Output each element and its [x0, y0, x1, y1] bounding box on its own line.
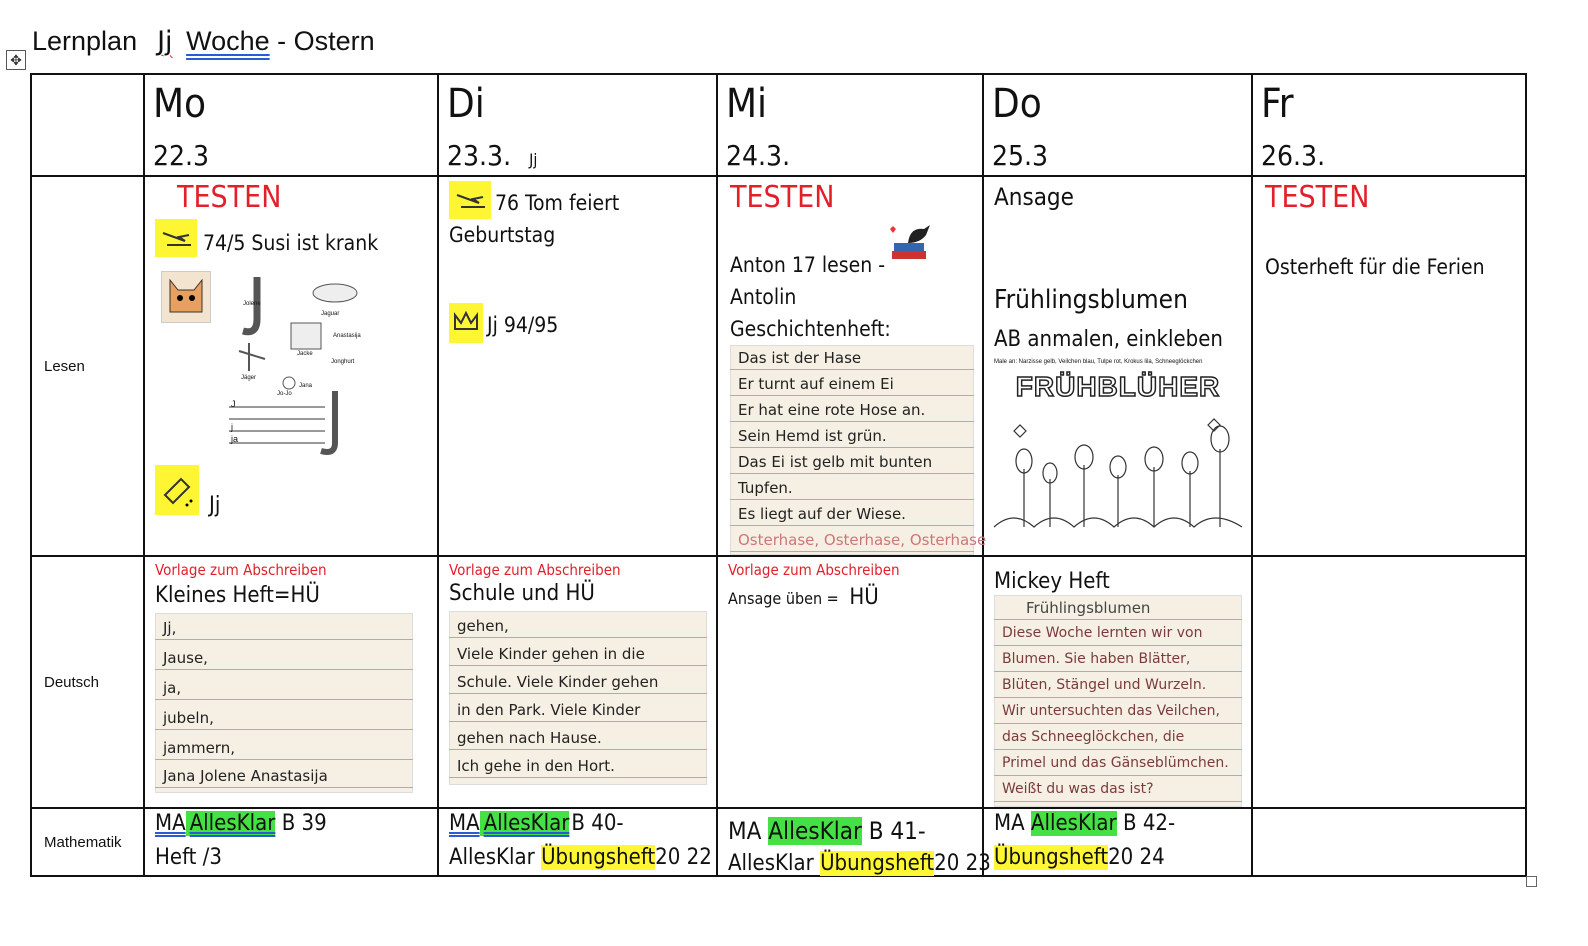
day-name: Mo	[153, 81, 207, 127]
deutsch-mo-cell	[144, 556, 438, 808]
photo-text-line: Das ist der Hase	[738, 349, 862, 367]
lesen-line1: Anton 17 lesen -	[730, 253, 886, 277]
day-cell-mi	[717, 74, 983, 176]
reading-sticker-icon	[155, 219, 197, 257]
deutsch-line: Kleines Heft=HÜ	[155, 583, 320, 608]
writing-sticker-icon	[155, 465, 199, 515]
ws-word: Jacke	[297, 351, 313, 357]
lesen-task-line2: Geburtstag	[449, 223, 556, 247]
photo-text-line: Blüten, Stängel und Wurzeln.	[1002, 677, 1207, 693]
jj-worksheet-image	[225, 271, 365, 461]
ws-line: ja	[231, 434, 239, 444]
day-cell-do	[983, 74, 1252, 176]
day-date: 26.3.	[1261, 139, 1326, 172]
title-lernplan: Lernplan	[32, 26, 138, 56]
title-woche: Woche	[186, 26, 270, 56]
photo-text-line: gehen nach Hause.	[457, 729, 602, 747]
photo-text-line: Primel und das Gänseblümchen.	[1002, 755, 1229, 771]
lesen-task: 74/5 Susi ist krank	[203, 231, 379, 255]
vorlage-note: Vorlage zum Abschreiben	[449, 561, 621, 579]
ma-label: MA	[449, 811, 480, 836]
abschreiben-photo	[155, 613, 413, 793]
photo-text-line: Jj,	[163, 619, 177, 637]
header-row	[31, 74, 1526, 176]
mathe-line2: Heft /3	[155, 845, 222, 870]
mathe-mi-cell	[717, 808, 991, 876]
row-label-deutsch: Deutsch	[31, 556, 144, 808]
deutsch-row	[31, 556, 1526, 808]
document-title	[32, 26, 375, 57]
deutsch-do-cell	[983, 556, 1252, 808]
corner-cell	[31, 74, 144, 176]
lesen-task2: Jj 94/95	[487, 313, 559, 337]
alles-klar-text: AllesKlar	[449, 845, 535, 870]
mathe-mo-cell	[144, 808, 438, 876]
sheet-caption: Male an: Narzisse gelb, Veilchen blau, Tulpe rot, Krokus lila, Schneeglöckchen	[994, 359, 1203, 365]
lesen-line1: Osterheft für die Ferien	[1265, 255, 1485, 279]
lesen-task-line1: 76 Tom feiert	[495, 191, 620, 215]
photo-text-line: Er hat eine rote Hose an.	[738, 401, 926, 419]
photo-text-line: Osterhase, Osterhase, Osterhase	[738, 531, 987, 549]
mathematik-row	[31, 808, 1526, 876]
ws-word: Jana	[299, 383, 313, 389]
fruehblueher-sheet	[994, 359, 1242, 535]
photo-text-line: ja,	[163, 679, 182, 697]
day-extra-jj: Jj	[529, 150, 538, 169]
photo-text-line: Schule. Viele Kinder gehen	[457, 673, 659, 691]
photo-text-line: Ich gehe in den Hort.	[457, 757, 615, 775]
day-cell-mo	[144, 74, 438, 176]
uebungsheft-pages: 20 23	[934, 851, 991, 876]
table-resize-handle[interactable]	[1526, 876, 1537, 887]
ws-word: Jonghurt	[331, 359, 355, 365]
vorlage-note: Vorlage zum Abschreiben	[728, 561, 900, 579]
deutsch-di-cell	[438, 556, 717, 808]
photo-text-line: Wir untersuchten das Veilchen,	[1002, 703, 1220, 719]
alles-klar-label: AllesKlar	[768, 817, 862, 845]
lesen-di-cell	[438, 176, 717, 556]
vorlage-note: Vorlage zum Abschreiben	[155, 561, 327, 579]
photo-text-line: Er turnt auf einem Ei	[738, 375, 894, 393]
alles-klar-label: AllesKlar	[480, 811, 570, 836]
photo-text-line: Blumen. Sie haben Blätter,	[1002, 651, 1191, 667]
title-rest: - Ostern	[269, 26, 375, 56]
book-page: B 40-	[571, 811, 624, 836]
deutsch-line-a: Ansage üben =	[728, 589, 839, 608]
mickey-heft-photo	[994, 595, 1242, 807]
book-page: B 39	[281, 811, 327, 836]
lesen-line1: Ansage	[994, 183, 1074, 211]
lesen-row	[31, 176, 1526, 556]
mathe-di-cell	[438, 808, 717, 876]
ma-label: MA	[155, 811, 186, 836]
photo-text-line: Tupfen.	[738, 479, 793, 497]
lesen-line3: Geschichtenheft:	[730, 317, 891, 341]
uebungsheft-pages: 20 24	[1108, 845, 1165, 870]
alles-klar-text: AllesKlar	[728, 851, 814, 876]
photo-text-line: Jause,	[163, 649, 208, 667]
day-date: 23.3.	[447, 139, 512, 172]
ws-word: Jo-Jo	[277, 391, 292, 397]
photo-text-line: jammern,	[163, 739, 235, 757]
book-page: B 42-	[1122, 811, 1176, 836]
day-name: Mi	[726, 81, 768, 127]
abschreiben-photo	[449, 611, 707, 785]
lesen-line2: Frühlingsblumen	[994, 285, 1188, 315]
photo-text-line: Das Ei ist gelb mit bunten	[738, 453, 933, 471]
ws-word: Jäger	[241, 375, 257, 381]
photo-text-line: Es liegt auf der Wiese.	[738, 505, 906, 523]
mathe-fr-cell	[1252, 808, 1526, 876]
deutsch-line-b: HÜ	[849, 585, 879, 610]
day-date: 22.3	[153, 139, 210, 172]
uebungsheft-label: Übungsheft	[820, 851, 935, 876]
book-page: B 41-	[868, 817, 926, 845]
photo-text-line: Diese Woche lernten wir von	[1002, 625, 1203, 641]
alles-klar-label: AllesKlar	[186, 811, 276, 836]
photo-text-line: Weißt du was das ist?	[1002, 781, 1154, 797]
flowers-drawing-icon	[994, 409, 1242, 529]
deutsch-fr-cell	[1252, 556, 1526, 808]
day-name: Do	[992, 81, 1042, 127]
ws-word: Jolene	[243, 301, 261, 307]
ma-label: MA	[994, 811, 1025, 836]
testen-label: TESTEN	[1265, 180, 1370, 215]
photo-text-line: Frühlingsblumen	[1026, 599, 1151, 617]
lesen-mi-cell	[717, 176, 987, 556]
uebungsheft-pages: 20 22	[655, 845, 712, 870]
uebungsheft-label: Übungsheft	[541, 845, 656, 870]
photo-text-line: jubeln,	[163, 709, 214, 727]
crown-sticker-icon	[449, 303, 483, 343]
photo-text-line: gehen,	[457, 617, 509, 635]
table-move-handle[interactable]: ✥	[6, 50, 26, 70]
raven-books-icon	[884, 221, 940, 269]
ws-word: Anastasija	[333, 333, 361, 339]
lernplan-table	[30, 73, 1527, 877]
mathe-do-cell	[983, 808, 1252, 876]
row-label-lesen: Lesen	[31, 176, 144, 556]
lesen-line3: AB anmalen, einkleben	[994, 327, 1223, 352]
photo-text-line: Viele Kinder gehen in die	[457, 645, 645, 663]
photo-text-line: Sein Hemd ist grün.	[738, 427, 887, 445]
photo-text-line: in den Park. Viele Kinder	[457, 701, 641, 719]
deutsch-mi-cell	[717, 556, 983, 808]
sheet-title: FRÜHBLÜHER	[1015, 371, 1221, 402]
day-date: 25.3	[992, 139, 1049, 172]
photo-text-line: Jana Jolene Anastasija	[163, 767, 328, 785]
jj-label: Jj	[209, 493, 221, 518]
day-cell-di	[438, 74, 717, 176]
day-cell-fr	[1252, 74, 1526, 176]
alles-klar-label: AllesKlar	[1030, 811, 1117, 836]
deutsch-line: Schule und HÜ	[449, 581, 595, 606]
testen-label: TESTEN	[177, 180, 282, 215]
ma-label: MA	[728, 817, 762, 845]
cat-picture-icon	[161, 271, 211, 323]
ws-line: J	[231, 399, 236, 409]
deutsch-line: Mickey Heft	[994, 569, 1110, 594]
geschichtenheft-photo	[730, 345, 987, 555]
day-name: Di	[447, 81, 485, 127]
lesen-do-cell	[983, 176, 1252, 556]
ws-word: Jaguar	[321, 311, 340, 317]
title-jj: Jj	[157, 26, 173, 57]
uebungsheft-label: Übungsheft	[994, 845, 1109, 870]
testen-label: TESTEN	[730, 180, 835, 215]
row-label-mathematik: Mathematik	[31, 808, 144, 876]
day-date: 24.3.	[726, 139, 791, 172]
lesen-fr-cell	[1252, 176, 1526, 556]
reading-sticker-icon	[449, 181, 491, 219]
lesen-line2: Antolin	[730, 285, 797, 309]
ws-line: j	[231, 422, 233, 432]
lesen-mo-cell	[144, 176, 438, 556]
photo-text-line: das Schneeglöckchen, die	[1002, 729, 1185, 745]
day-name: Fr	[1261, 81, 1294, 127]
